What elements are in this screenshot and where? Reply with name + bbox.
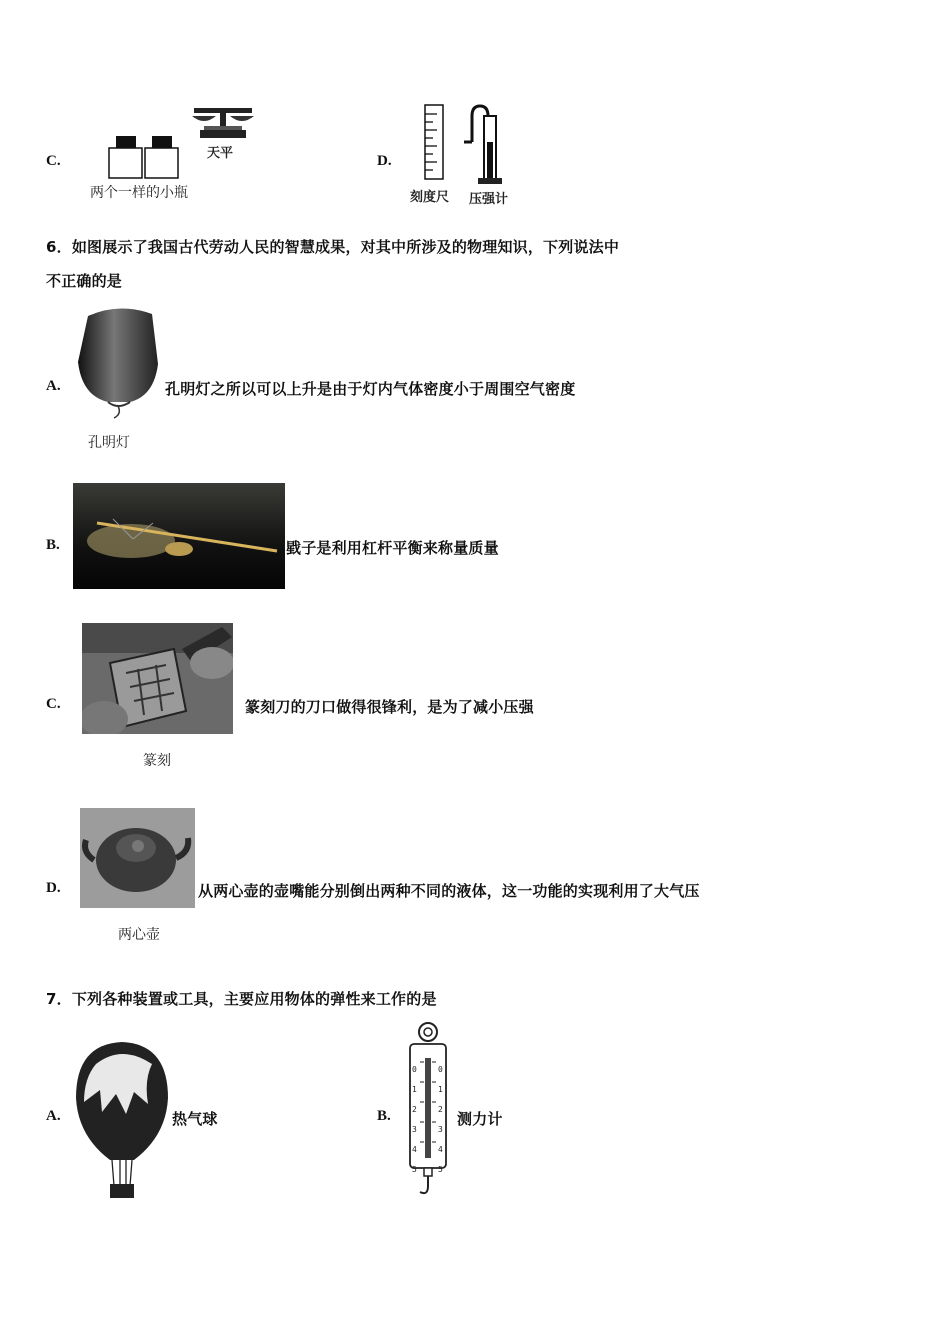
seal-carving-image xyxy=(82,623,233,734)
ruler-caption: 刻度尺 xyxy=(410,190,450,205)
scale-tick-label: 0 xyxy=(412,1065,417,1074)
balance-image xyxy=(190,104,256,142)
q6-option-b-label[interactable]: B. xyxy=(46,537,60,553)
bottles-image xyxy=(108,134,180,180)
q6-option-b-text: 戥子是利用杠杆平衡来称量质量 xyxy=(286,539,499,557)
q6-option-d-label[interactable]: D. xyxy=(46,880,61,896)
q7-option-a-label[interactable]: A. xyxy=(46,1108,61,1124)
balance-caption: 天平 xyxy=(207,146,234,161)
scale-tick-label: 4 xyxy=(438,1145,443,1154)
q6-stem-line2: 不正确的是 xyxy=(46,272,123,290)
q5-option-c-label[interactable]: C. xyxy=(46,153,61,169)
two-heart-pot-caption: 两心壶 xyxy=(118,927,160,943)
q6-option-a-label[interactable]: A. xyxy=(46,378,61,394)
steelyard-image xyxy=(73,483,285,589)
scale-tick-label: 1 xyxy=(412,1085,417,1094)
scale-tick-label: 2 xyxy=(438,1105,443,1114)
seal-carving-caption: 篆刻 xyxy=(143,753,171,769)
q6-stem-line1: 6．如图展示了我国古代劳动人民的智慧成果，对其中所涉及的物理知识，下列说法中 xyxy=(46,238,620,256)
bottles-caption: 两个一样的小瓶 xyxy=(90,185,188,201)
scale-right-numbers xyxy=(438,1060,448,1180)
kongming-lantern-caption: 孔明灯 xyxy=(88,435,130,451)
q7-option-b-text: 测力计 xyxy=(457,1110,503,1128)
q6-option-d-text: 从两心壶的壶嘴能分别倒出两种不同的液体，这一功能的实现利用了大气压 xyxy=(198,882,700,900)
q5-option-d-label[interactable]: D. xyxy=(377,153,392,169)
scale-left-numbers xyxy=(412,1060,422,1180)
scale-tick-label: 2 xyxy=(412,1105,417,1114)
scale-tick-label: 3 xyxy=(438,1125,443,1134)
gauge-caption: 压强计 xyxy=(469,192,509,207)
q7-option-b-label[interactable]: B. xyxy=(377,1108,391,1124)
q6-option-c-label[interactable]: C. xyxy=(46,696,61,712)
hot-air-balloon-image xyxy=(74,1040,170,1200)
scale-tick-label: 4 xyxy=(412,1145,417,1154)
scale-tick-label: 0 xyxy=(438,1065,443,1074)
scale-tick-label: 3 xyxy=(412,1125,417,1134)
scale-tick-label: 5 xyxy=(438,1165,443,1174)
q7-stem: 7．下列各种装置或工具，主要应用物体的弹性来工作的是 xyxy=(46,990,437,1008)
two-heart-pot-image xyxy=(80,808,195,908)
q7-option-a-text: 热气球 xyxy=(172,1110,218,1128)
scale-tick-label: 1 xyxy=(438,1085,443,1094)
q6-option-c-text: 篆刻刀的刀口做得很锋利，是为了减小压强 xyxy=(245,698,534,716)
ruler-image xyxy=(424,104,446,182)
kongming-lantern-image xyxy=(74,306,164,420)
pressure-gauge-image xyxy=(458,102,504,186)
q6-option-a-text: 孔明灯之所以可以上升是由于灯内气体密度小于周围空气密度 xyxy=(165,380,576,398)
scale-tick-label: 5 xyxy=(412,1165,417,1174)
